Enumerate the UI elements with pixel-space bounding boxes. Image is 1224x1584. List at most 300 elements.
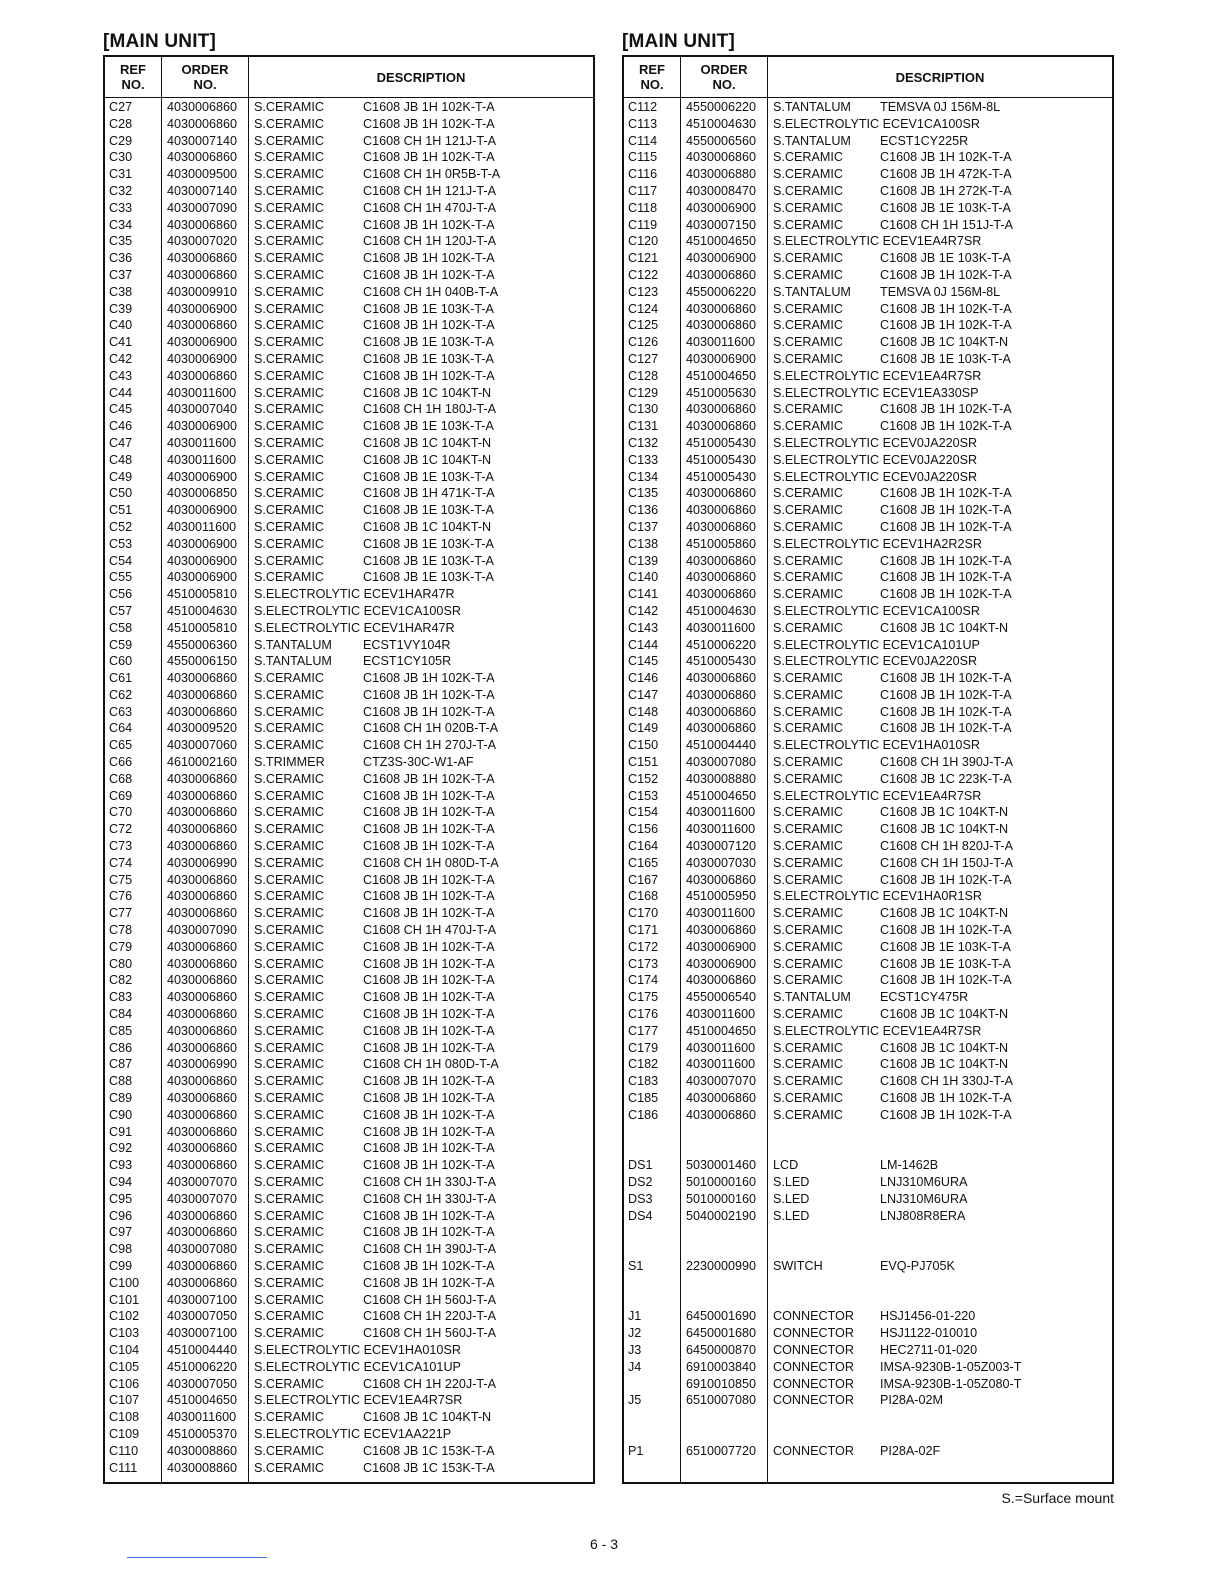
- table-row: [105, 989, 593, 1006]
- order-no-cell: 4510004630: [686, 603, 757, 618]
- table-row: [624, 1342, 1112, 1359]
- part-type-cell: SWITCH: [773, 1258, 823, 1273]
- table-row: [105, 838, 593, 855]
- part-type-cell: S.ELECTROLYTIC ECEV1CA101UP: [254, 1359, 461, 1374]
- part-number-cell: C1608 CH 1H 0R5B-T-A: [363, 167, 501, 182]
- ref-no-cell: J3: [628, 1342, 642, 1357]
- header-description: DESCRIPTION: [376, 69, 466, 85]
- part-type-cell: S.CERAMIC: [254, 1208, 324, 1223]
- table-row: [105, 1426, 593, 1443]
- ref-no-cell: C117: [628, 183, 658, 198]
- part-type-cell: S.TANTALUM: [773, 990, 851, 1005]
- ref-no-cell: C52: [109, 519, 133, 534]
- ref-no-cell: C96: [109, 1208, 133, 1223]
- ref-no-cell: C120: [628, 234, 659, 249]
- ref-no-cell: C165: [628, 855, 659, 870]
- ref-no-cell: C50: [109, 486, 133, 501]
- table-row: [624, 317, 1112, 334]
- part-number-cell: C1608 JB 1H 102K-T-A: [880, 687, 1012, 702]
- order-no-cell: 5010000160: [686, 1175, 757, 1189]
- part-number-cell: ECST1CY105R: [363, 654, 452, 669]
- header-order-no: ORDER NO.: [700, 62, 748, 92]
- table-row: [105, 1275, 593, 1292]
- order-no-cell: 4030006860: [167, 939, 238, 954]
- table-row: [105, 149, 593, 166]
- order-no-cell: 4030006860: [167, 368, 238, 383]
- part-type-cell: S.CERAMIC: [254, 368, 324, 383]
- table-row: [105, 687, 593, 704]
- order-no-cell: 4030006900: [167, 351, 238, 366]
- part-number-cell: C1608 JB 1H 102K-T-A: [880, 267, 1012, 282]
- table-row: [624, 989, 1112, 1006]
- ref-no-cell: C88: [109, 1074, 133, 1089]
- order-no-cell: 4030006860: [167, 671, 238, 686]
- ref-no-cell: C42: [109, 351, 133, 366]
- table-row: [105, 469, 593, 486]
- table-row: [624, 435, 1112, 452]
- part-number-cell: C1608 CH 1H 220J-T-A: [363, 1309, 496, 1324]
- part-type-cell: S.CERAMIC: [254, 973, 324, 988]
- order-no-cell: 4030006860: [167, 318, 238, 333]
- part-number-cell: C1608 JB 1E 103K-T-A: [363, 419, 494, 434]
- ref-no-cell: C70: [109, 805, 133, 820]
- part-type-cell: S.CERAMIC: [773, 687, 843, 702]
- table-row: [624, 166, 1112, 183]
- part-type-cell: S.CERAMIC: [773, 251, 843, 266]
- part-type-cell: S.LED: [773, 1175, 810, 1189]
- part-number-cell: C1608 CH 1H 080D-T-A: [363, 1057, 499, 1072]
- part-type-cell: S.CERAMIC: [254, 335, 324, 350]
- part-type-cell: S.TANTALUM: [254, 637, 332, 652]
- order-no-cell: 2230000990: [686, 1258, 757, 1273]
- part-number-cell: C1608 JB 1H 102K-T-A: [363, 671, 495, 686]
- order-no-cell: 4030006860: [167, 771, 238, 786]
- table-row: [624, 1107, 1112, 1124]
- ref-no-cell: C146: [628, 671, 659, 686]
- part-type-cell: S.CERAMIC: [773, 805, 843, 820]
- ref-no-cell: J4: [628, 1359, 642, 1374]
- ref-no-cell: C36: [109, 251, 133, 266]
- part-type-cell: S.CERAMIC: [254, 939, 324, 954]
- part-type-cell: S.CERAMIC: [773, 973, 843, 988]
- order-no-cell: 4030006860: [167, 1275, 238, 1290]
- ref-no-cell: C72: [109, 822, 133, 837]
- order-no-cell: 4030006860: [686, 301, 757, 316]
- order-no-cell: 4030007070: [686, 1074, 757, 1089]
- part-number-cell: C1608 CH 1H 470J-T-A: [363, 200, 496, 215]
- ref-no-cell: C132: [628, 435, 659, 450]
- part-type-cell: S.ELECTROLYTIC ECEV1HAR47R: [254, 620, 455, 635]
- table-row: [624, 687, 1112, 704]
- order-no-cell: 4510005950: [686, 889, 757, 904]
- ref-no-cell: C60: [109, 654, 133, 669]
- part-type-cell: S.CERAMIC: [254, 1242, 324, 1257]
- part-number-cell: C1608 JB 1E 103K-T-A: [363, 469, 494, 484]
- table-row: [624, 603, 1112, 620]
- table-row: [624, 720, 1112, 737]
- part-type-cell: S.CERAMIC: [254, 351, 324, 366]
- ref-no-cell: C171: [628, 923, 659, 938]
- table-row: [105, 99, 593, 116]
- part-type-cell: S.CERAMIC: [254, 738, 324, 753]
- part-number-cell: C1608 JB 1C 104KT-N: [880, 1057, 1009, 1072]
- table-row: [624, 1275, 1112, 1292]
- table-row: [105, 670, 593, 687]
- ref-no-cell: C44: [109, 385, 133, 400]
- order-no-cell: 6450001680: [686, 1326, 757, 1341]
- part-type-cell: S.CERAMIC: [773, 519, 843, 534]
- part-type-cell: S.CERAMIC: [773, 301, 843, 316]
- table-row: [105, 502, 593, 519]
- order-no-cell: 4030006860: [167, 788, 238, 803]
- order-no-cell: 4510005860: [686, 536, 757, 551]
- ref-no-cell: C101: [109, 1292, 140, 1307]
- order-no-cell: 4030006860: [686, 553, 757, 568]
- part-type-cell: CONNECTOR: [773, 1359, 854, 1374]
- part-number-cell: LNJ310M6URA: [880, 1191, 968, 1206]
- table-row: [624, 368, 1112, 385]
- part-type-cell: S.CERAMIC: [773, 671, 843, 686]
- ref-no-cell: C65: [109, 738, 133, 753]
- part-type-cell: S.CERAMIC: [773, 402, 843, 417]
- table-row: [624, 855, 1112, 872]
- table-row: [105, 166, 593, 183]
- left-table-header: [105, 57, 593, 98]
- ref-no-cell: C40: [109, 318, 133, 333]
- ref-no-cell: C34: [109, 217, 133, 232]
- part-type-cell: S.ELECTROLYTIC ECEV1HAR47R: [254, 587, 455, 602]
- order-no-cell: 4030008860: [167, 1460, 238, 1475]
- order-no-cell: 4030006990: [167, 1057, 238, 1072]
- table-row: [624, 653, 1112, 670]
- part-type-cell: S.CERAMIC: [773, 1007, 843, 1022]
- order-no-cell: 4030006860: [686, 419, 757, 434]
- ref-no-cell: C147: [628, 687, 659, 702]
- part-type-cell: S.CERAMIC: [254, 267, 324, 282]
- order-no-cell: 4510005810: [167, 587, 238, 602]
- part-number-cell: C1608 CH 1H 151J-T-A: [880, 217, 1013, 232]
- table-row: [105, 1056, 593, 1073]
- table-row: [624, 1325, 1112, 1342]
- part-number-cell: C1608 JB 1H 272K-T-A: [880, 183, 1012, 198]
- part-type-cell: S.CERAMIC: [254, 503, 324, 518]
- order-no-cell: 4030006860: [167, 116, 238, 131]
- table-row: [624, 1359, 1112, 1376]
- table-row: [624, 1157, 1112, 1174]
- part-number-cell: TEMSVA 0J 156M-8L: [880, 100, 1001, 114]
- order-no-cell: 4030006860: [686, 1091, 757, 1106]
- order-no-cell: 4030007090: [167, 200, 238, 215]
- part-type-cell: S.CERAMIC: [254, 1091, 324, 1106]
- ref-no-cell: C121: [628, 251, 659, 266]
- order-no-cell: 4030006900: [167, 301, 238, 316]
- ref-no-cell: C83: [109, 990, 133, 1005]
- part-type-cell: S.LED: [773, 1208, 810, 1223]
- table-row: [624, 972, 1112, 989]
- part-type-cell: S.CERAMIC: [773, 335, 843, 350]
- part-type-cell: S.CERAMIC: [773, 1040, 843, 1055]
- ref-no-cell: C57: [109, 603, 133, 618]
- table-row: [624, 1308, 1112, 1325]
- ref-no-cell: C150: [628, 738, 659, 753]
- table-row: [624, 788, 1112, 805]
- order-no-cell: 4030006860: [686, 503, 757, 518]
- part-number-cell: C1608 JB 1E 103K-T-A: [880, 939, 1011, 954]
- ref-no-cell: C140: [628, 570, 659, 585]
- table-row: [624, 1409, 1112, 1426]
- order-no-cell: 4510004440: [167, 1342, 238, 1357]
- ref-no-cell: C148: [628, 704, 659, 719]
- order-no-cell: 4030006860: [686, 973, 757, 988]
- right-section-title: [MAIN UNIT]: [622, 31, 736, 52]
- part-type-cell: S.CERAMIC: [254, 1460, 324, 1475]
- part-type-cell: S.CERAMIC: [773, 570, 843, 585]
- table-row: [624, 233, 1112, 250]
- part-number-cell: C1608 JB 1H 102K-T-A: [363, 704, 495, 719]
- order-no-cell: 4510005430: [686, 469, 757, 484]
- ref-no-cell: C43: [109, 368, 133, 383]
- part-number-cell: C1608 JB 1H 102K-T-A: [363, 872, 495, 887]
- part-type-cell: S.CERAMIC: [254, 167, 324, 182]
- part-number-cell: C1608 CH 1H 121J-T-A: [363, 133, 496, 148]
- ref-no-cell: C122: [628, 267, 659, 282]
- order-no-cell: 4030006860: [686, 519, 757, 534]
- table-row: [624, 99, 1112, 116]
- part-number-cell: C1608 JB 1H 102K-T-A: [363, 1007, 495, 1022]
- order-no-cell: 4030006900: [167, 503, 238, 518]
- part-type-cell: S.CERAMIC: [254, 318, 324, 333]
- part-type-cell: S.ELECTROLYTIC ECEV1AA221P: [254, 1426, 452, 1441]
- part-number-cell: ECST1VY104R: [363, 637, 451, 652]
- part-number-cell: C1608 JB 1H 102K-T-A: [363, 822, 495, 837]
- part-type-cell: S.CERAMIC: [773, 419, 843, 434]
- part-type-cell: S.ELECTROLYTIC ECEV1EA4R7SR: [773, 368, 982, 383]
- ref-no-cell: C80: [109, 956, 133, 971]
- table-row: [624, 519, 1112, 536]
- part-type-cell: S.ELECTROLYTIC ECEV1EA4R7SR: [773, 788, 982, 803]
- part-number-cell: C1608 JB 1H 471K-T-A: [363, 486, 495, 501]
- part-type-cell: S.LED: [773, 1191, 810, 1206]
- part-type-cell: S.ELECTROLYTIC ECEV0JA220SR: [773, 654, 978, 669]
- part-number-cell: C1608 JB 1H 102K-T-A: [363, 1040, 495, 1055]
- part-type-cell: S.CERAMIC: [254, 100, 324, 114]
- ref-no-cell: C134: [628, 469, 659, 484]
- order-no-cell: 4030006900: [686, 200, 757, 215]
- part-type-cell: S.CERAMIC: [254, 906, 324, 921]
- ref-no-cell: C143: [628, 620, 659, 635]
- part-number-cell: CTZ3S-30C-W1-AF: [363, 755, 474, 770]
- ref-no-cell: C51: [109, 503, 133, 518]
- part-number-cell: C1608 JB 1H 102K-T-A: [363, 956, 495, 971]
- ref-no-cell: DS3: [628, 1191, 653, 1206]
- part-number-cell: C1608 JB 1E 103K-T-A: [880, 200, 1011, 215]
- ref-no-cell: C76: [109, 889, 133, 904]
- table-row: [105, 519, 593, 536]
- ref-no-cell: C100: [109, 1275, 140, 1290]
- ref-no-cell: C39: [109, 301, 133, 316]
- table-row: [105, 452, 593, 469]
- part-number-cell: C1608 JB 1C 223K-T-A: [880, 771, 1012, 786]
- ref-no-cell: DS1: [628, 1158, 653, 1173]
- order-no-cell: 4030007020: [167, 234, 238, 249]
- part-type-cell: S.CERAMIC: [773, 923, 843, 938]
- order-no-cell: 4030006860: [167, 990, 238, 1005]
- ref-no-cell: C94: [109, 1175, 133, 1189]
- part-number-cell: C1608 JB 1H 102K-T-A: [880, 1091, 1012, 1106]
- part-type-cell: S.ELECTROLYTIC ECEV1CA100SR: [773, 116, 980, 131]
- order-no-cell: 4030011600: [686, 620, 756, 635]
- part-type-cell: S.CERAMIC: [254, 1309, 324, 1324]
- part-number-cell: IMSA-9230B-1-05Z080-T: [880, 1376, 1022, 1391]
- order-no-cell: 4030006900: [167, 553, 238, 568]
- order-no-cell: 6510007720: [686, 1443, 757, 1458]
- order-no-cell: 6450001690: [686, 1309, 757, 1324]
- ref-no-cell: C126: [628, 335, 659, 350]
- part-number-cell: LNJ310M6URA: [880, 1175, 968, 1189]
- part-number-cell: C1608 JB 1H 102K-T-A: [880, 402, 1012, 417]
- order-no-cell: 4030008470: [686, 183, 757, 198]
- part-type-cell: S.CERAMIC: [773, 1074, 843, 1089]
- table-row: [105, 569, 593, 586]
- order-no-cell: 4030011600: [686, 822, 756, 837]
- part-number-cell: C1608 JB 1C 104KT-N: [363, 1410, 492, 1425]
- ref-no-cell: C185: [628, 1091, 659, 1106]
- part-number-cell: C1608 JB 1H 102K-T-A: [363, 267, 495, 282]
- order-no-cell: 4030011600: [686, 906, 756, 921]
- order-no-cell: 4550006560: [686, 133, 757, 148]
- order-no-cell: 4030007040: [167, 402, 238, 417]
- part-type-cell: S.CERAMIC: [773, 1057, 843, 1072]
- table-row: [624, 1241, 1112, 1258]
- table-row: [105, 1376, 593, 1393]
- ref-no-cell: C64: [109, 721, 133, 736]
- table-row: [105, 217, 593, 234]
- part-type-cell: S.CERAMIC: [254, 570, 324, 585]
- part-number-cell: C1608 JB 1H 102K-T-A: [363, 771, 495, 786]
- part-type-cell: S.CERAMIC: [254, 1191, 324, 1206]
- part-number-cell: C1608 JB 1C 104KT-N: [880, 805, 1009, 820]
- table-row: [624, 351, 1112, 368]
- part-type-cell: S.CERAMIC: [254, 923, 324, 938]
- part-number-cell: C1608 JB 1C 153K-T-A: [363, 1443, 495, 1458]
- order-no-cell: 4030006860: [167, 1141, 238, 1156]
- header-description: DESCRIPTION: [895, 69, 985, 85]
- table-row: [105, 1258, 593, 1275]
- ref-no-cell: C123: [628, 284, 659, 299]
- part-type-cell: S.CERAMIC: [773, 1091, 843, 1106]
- ref-no-cell: C152: [628, 771, 659, 786]
- order-no-cell: 4550006220: [686, 284, 757, 299]
- table-row: [105, 972, 593, 989]
- part-number-cell: C1608 JB 1H 102K-T-A: [363, 1074, 495, 1089]
- table-row: [105, 586, 593, 603]
- table-row: [624, 334, 1112, 351]
- order-no-cell: 4030006860: [686, 486, 757, 501]
- order-no-cell: 6450000870: [686, 1342, 757, 1357]
- part-type-cell: S.CERAMIC: [254, 721, 324, 736]
- table-row: [624, 1023, 1112, 1040]
- order-no-cell: 4510004630: [686, 116, 757, 131]
- table-row: [624, 1392, 1112, 1409]
- part-number-cell: PI28A-02M: [880, 1393, 943, 1408]
- ref-no-cell: C183: [628, 1074, 659, 1089]
- part-number-cell: C1608 JB 1E 103K-T-A: [363, 553, 494, 568]
- part-number-cell: C1608 JB 1H 102K-T-A: [363, 1208, 495, 1223]
- ref-no-cell: C95: [109, 1191, 133, 1206]
- ref-no-cell: P1: [628, 1443, 644, 1458]
- header-ref-no: REF NO.: [120, 62, 146, 92]
- ref-no-cell: DS2: [628, 1175, 653, 1189]
- part-type-cell: S.ELECTROLYTIC ECEV0JA220SR: [773, 469, 978, 484]
- table-row: [624, 485, 1112, 502]
- ref-no-cell: C175: [628, 990, 659, 1005]
- ref-no-cell: C182: [628, 1057, 659, 1072]
- ref-no-cell: C125: [628, 318, 659, 333]
- table-row: [624, 200, 1112, 217]
- part-number-cell: C1608 JB 1E 103K-T-A: [363, 351, 494, 366]
- order-no-cell: 4030006880: [686, 167, 757, 182]
- ref-no-cell: C170: [628, 906, 659, 921]
- table-row: [105, 939, 593, 956]
- part-number-cell: C1608 JB 1H 102K-T-A: [880, 519, 1012, 534]
- ref-no-cell: C108: [109, 1410, 140, 1425]
- table-row: [624, 183, 1112, 200]
- part-number-cell: C1608 JB 1H 102K-T-A: [363, 1141, 495, 1156]
- order-no-cell: 4030006860: [167, 704, 238, 719]
- ref-no-cell: C86: [109, 1040, 133, 1055]
- table-row: [105, 737, 593, 754]
- ref-no-cell: C118: [628, 200, 658, 215]
- ref-no-cell: C149: [628, 721, 659, 736]
- table-row: [624, 620, 1112, 637]
- ref-no-cell: C124: [628, 301, 659, 316]
- table-row: [105, 536, 593, 553]
- part-type-cell: CONNECTOR: [773, 1326, 854, 1341]
- ref-no-cell: C89: [109, 1091, 133, 1106]
- part-number-cell: C1608 CH 1H 150J-T-A: [880, 855, 1013, 870]
- part-type-cell: S.TRIMMER: [254, 755, 325, 770]
- table-row: [105, 804, 593, 821]
- part-number-cell: C1608 JB 1H 102K-T-A: [363, 889, 495, 904]
- table-row: [105, 872, 593, 889]
- order-no-cell: 4510005430: [686, 654, 757, 669]
- part-type-cell: S.ELECTROLYTIC ECEV0JA220SR: [773, 452, 978, 467]
- part-type-cell: S.CERAMIC: [254, 536, 324, 551]
- order-no-cell: 4510005370: [167, 1426, 238, 1441]
- part-type-cell: S.CERAMIC: [254, 990, 324, 1005]
- part-type-cell: S.CERAMIC: [254, 553, 324, 568]
- table-row: [105, 1392, 593, 1409]
- ref-no-cell: C153: [628, 788, 659, 803]
- order-no-cell: 4030007080: [686, 755, 757, 770]
- part-type-cell: S.CERAMIC: [254, 1040, 324, 1055]
- part-number-cell: C1608 JB 1C 104KT-N: [880, 620, 1009, 635]
- part-type-cell: S.CERAMIC: [773, 872, 843, 887]
- ref-no-cell: C172: [628, 939, 659, 954]
- part-type-cell: S.CERAMIC: [254, 183, 324, 198]
- table-row: [624, 250, 1112, 267]
- part-type-cell: S.CERAMIC: [254, 855, 324, 870]
- ref-no-cell: C27: [109, 100, 133, 114]
- table-row: [624, 1258, 1112, 1275]
- ref-no-cell: C73: [109, 839, 133, 854]
- part-number-cell: LNJ808R8ERA: [880, 1208, 966, 1223]
- decorative-rule: [127, 1557, 267, 1558]
- part-number-cell: C1608 JB 1H 102K-T-A: [880, 721, 1012, 736]
- order-no-cell: 6510007080: [686, 1393, 757, 1408]
- ref-no-cell: C79: [109, 939, 133, 954]
- ref-no-cell: C151: [628, 755, 659, 770]
